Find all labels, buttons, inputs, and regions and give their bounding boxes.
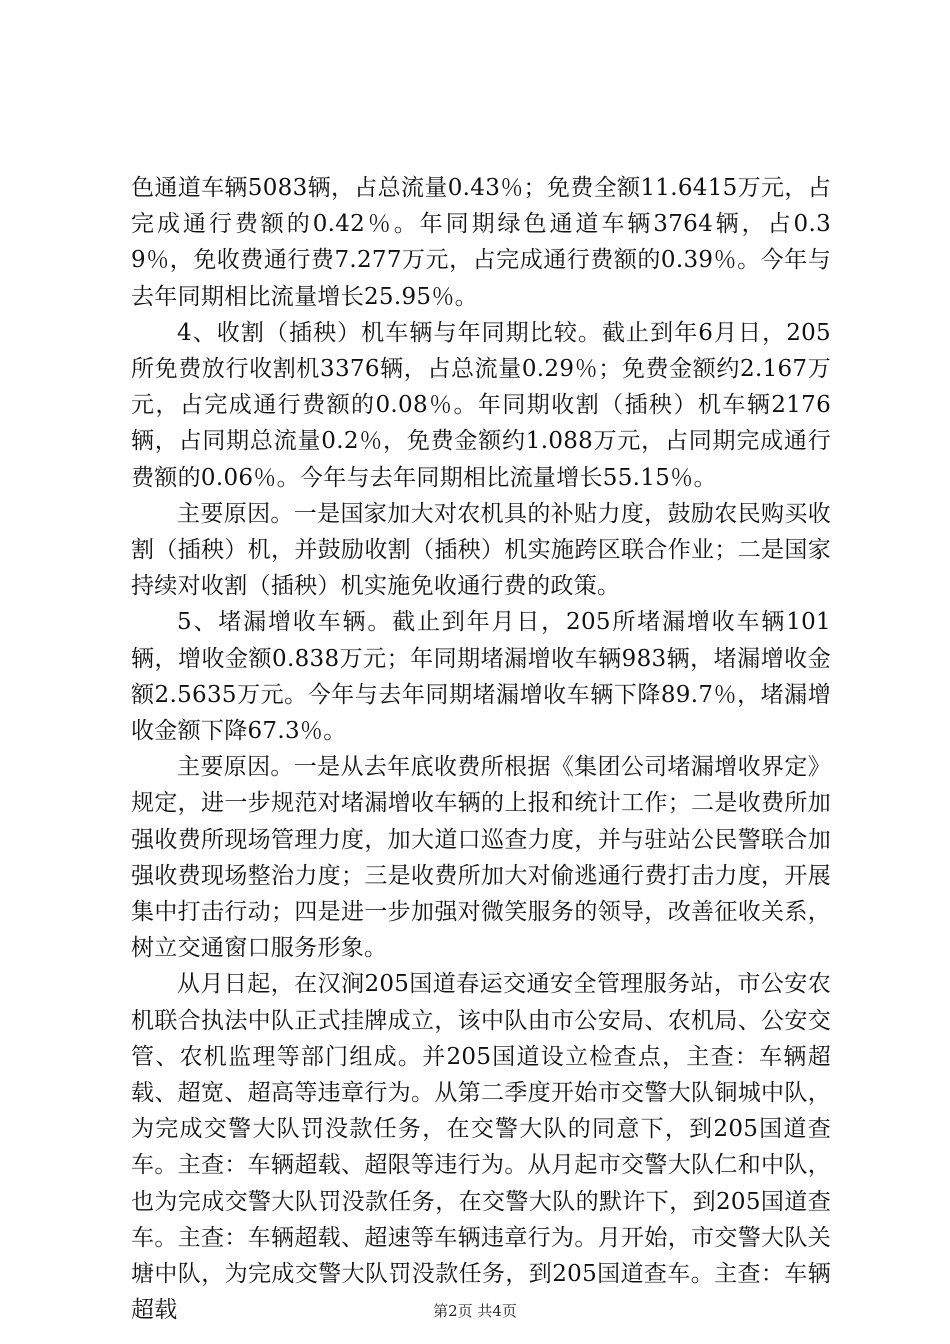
paragraph-leak-plugging-reasons: 主要原因。一是从去年底收费所根据《集团公司堵漏增收界定》规定，进一步规范对堵漏增收车辆的上报和统计工作；二是收费所加强收费所现场管理力度，加大道口巡查力度，并与驻站公民警联合加强收费现场整治力度；三是收费所加大对偷逃通行费打击力度，开展集中打击行动；四是进一步加强对微笑服务的领导，改善征收关系，树立交通窗口服务形象。 — [131, 754, 831, 962]
paragraph-green-channel: 色通道车辆5083辆，占总流量0.43％；免费全额11.6415万元，占完成通行费额的0.42％。年同期绿色通道车辆3764辆，占0.39％，免收费通行费7.277万元，占完成通行费额的0.39％。今年与去年同期相比流量增长25.95％。 — [131, 175, 831, 310]
paragraph-leak-plugging: 5、堵漏增收车辆。截止到年月日，205所堵漏增收车辆101辆，增收金额0.838万元；年同期堵漏增收车辆983辆，堵漏增收金额2.5635万元。今年与去年同期堵漏增收车辆下降89.7％，堵漏增收金额下降67.3％。 — [131, 609, 831, 745]
paragraph-enforcement: 从月日起，在汉涧205国道春运交通安全管理服务站，市公安农机联合执法中队正式挂牌成立，该中队由市公安局、农机局、公安交管、农机监理等部门组成。并205国道设立检查点，主查：车辆超载、超宽、超高等违章行为。从第二季度开始市交警大队铜城中队，为完成交警大队罚没款任务，在交警大队的同意下，到205国道查车。主查：车辆超载、超限等违行为。从月起市交警大队仁和中队，也为完成交警大队罚没款任务，在交警大队的默许下，到205国道查车。主查：车辆超载、超速等车辆违章行为。月开始，市交警大队关塘中队，为完成交警大队罚没款任务，到205国道查车。主查：车辆超载 — [131, 971, 831, 1324]
document-body — [131, 170, 831, 1329]
paragraph-harvester-reasons: 主要原因。一是国家加大对农机具的补贴力度，鼓励农民购买收割（插秧）机，并鼓励收割（插秧）机实施跨区联合作业；二是国家持续对收割（插秧）机实施免收通行费的政策。 — [131, 500, 831, 600]
page-footer: 第2页 共4页 — [433, 1302, 517, 1320]
paragraph-harvester-vehicles: 4、收割（插秧）机车辆与年同期比较。截止到年6月日，205所免费放行收割机3376辆，占总流量0.29％；免费金额约2.167万元，占完成通行费额的0.08％。年同期收割（插秧）机车辆2176辆，占同期总流量0.2％，免费金额约1.088万元，占同期完成通行费额的0.06％。今年与去年同期相比流量增长55.15％。 — [131, 319, 831, 491]
